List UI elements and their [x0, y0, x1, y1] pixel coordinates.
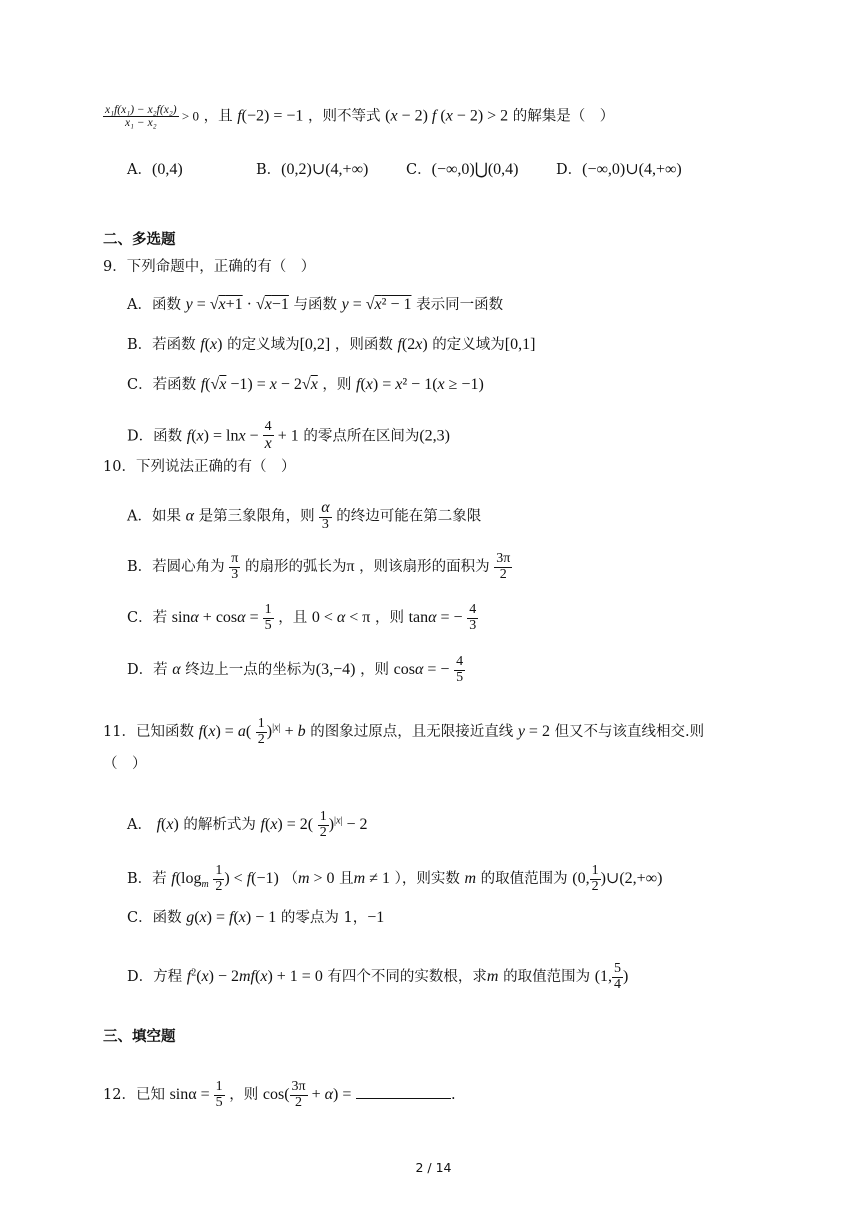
option-expr: (0,2)∪(4,+∞) — [281, 161, 369, 178]
q8-option-a — [127, 160, 183, 180]
q10-option-d: D．若 α 终边上一点的坐标为(3,−4) ，则 cosα = − $\frac{4}{5}$ — [127, 654, 464, 685]
q11-stem-paren: （ ） — [103, 756, 147, 772]
q8-condition-line: $\frac{\text{x₁f(x₁) − x₂f(x₂)}}{\text{x₁ − x₂}}$ > 0 ，且 f(−2) = −1 ，则不等式 (x − 2) f (x − 2) > 2 的解集是（ ） — [105, 104, 615, 130]
q8-option-b — [256, 160, 368, 180]
q8-option-c — [406, 160, 518, 180]
q8-end-text: 的解集是（ ） — [512, 108, 615, 125]
q10-stem: 10．下列说法正确的有（ ） — [103, 459, 296, 475]
q11-option-b: B．若 $f(\log_m$ $\frac{1}{2}$ ) < f(−1) （m > 0 且m ≠ 1 ），则实数 m 的取值范围为 (0, $\frac{1}{2}$ )∪(2,+∞) — [127, 863, 663, 894]
option-expr: (−∞,0)∪(4,+∞) — [582, 161, 682, 178]
q9-stem: 9．下列命题中，正确的有（ ） — [103, 259, 316, 275]
q12-line: 12．已知 sinα = $\frac{1}{5}$ ，则 cos( $\frac{3\pi}{2}$ + α) = . — [103, 1079, 456, 1110]
q8-and-text: ，且 — [203, 108, 233, 125]
q9-option-d: D．函数 f(x) = lnx − $\frac{4}{x}$ + 1 的零点所在区间为(2,3) — [127, 419, 450, 452]
q10-option-a: A．如果 α 是第三象限角，则 $\frac{\alpha}{3}$ 的终边可能在第二象限 — [127, 499, 482, 532]
section-heading-multi-choice: 二、多选题 — [103, 232, 176, 248]
section-heading-fill-blank: 三、填空题 — [103, 1029, 176, 1045]
q10-option-c: C．若 sinα + cosα = $\frac{1}{5}$ ，且 0 < α < π ，则 tanα = − $\frac{4}{3}$ — [127, 602, 477, 633]
q9-option-b: B．若函数 f(x) 的定义域为[0,2] ，则函数 f(2x) 的定义域为[0,1] — [127, 336, 536, 353]
q11-option-c: C．函数 g(x) = f(x) − 1 的零点为 1，−1 — [127, 909, 385, 926]
q8-fraction: $\frac{\text{x₁f(x₁) − x₂f(x₂)}}{\text{x₁ − x₂}}$ — [105, 104, 177, 130]
q8-ineq-text: ，则不等式 — [308, 108, 381, 125]
q11-option-a: A． f(x) 的解析式为 f(x) = 2( $\frac{1}{2}$ )$^{|x|}$ − 2 — [127, 809, 368, 840]
option-letter: D． — [556, 162, 583, 178]
q10-option-b: B．若圆心角为 $\frac{\pi}{3}$ 的扇形的弧长为π ，则该扇形的面积为 $\frac{3\pi}{2}$ — [127, 551, 511, 582]
q8-f-neg2: f — [237, 107, 242, 125]
option-letter: B． — [256, 162, 282, 178]
q12-answer-blank[interactable] — [356, 1084, 451, 1099]
q9-option-c: C．若函数 f(√x −1) = x − 2√x ，则 f(x) = x² − 1(x ≥ −1) — [127, 376, 484, 393]
q11-option-d: D．方程 $f^2(x) - 2mf(x) + 1 = 0$ 有四个不同的实数根，求m 的取值范围为 (1, $\frac{5}{4}$ ) — [127, 961, 629, 992]
page-number: 2 / 14 — [415, 1160, 452, 1175]
q8-option-d — [556, 160, 682, 180]
q11-stem: 11．已知函数 f(x) = a( $\frac{1}{2}$ )$^{|x|}$ + b 的图象过原点，且无限接近直线 y = 2 但又不与该直线相交.则 — [103, 716, 705, 747]
option-expr: (0,4) — [151, 161, 183, 178]
option-letter: A． — [127, 162, 152, 178]
option-expr: (−∞,0)⋃(0,4) — [431, 161, 519, 178]
option-letter: C． — [406, 162, 432, 178]
q9-option-a: A．函数 y = √x+1 · √x−1 与函数 y = √x² − 1 表示同一函数 — [127, 296, 504, 313]
